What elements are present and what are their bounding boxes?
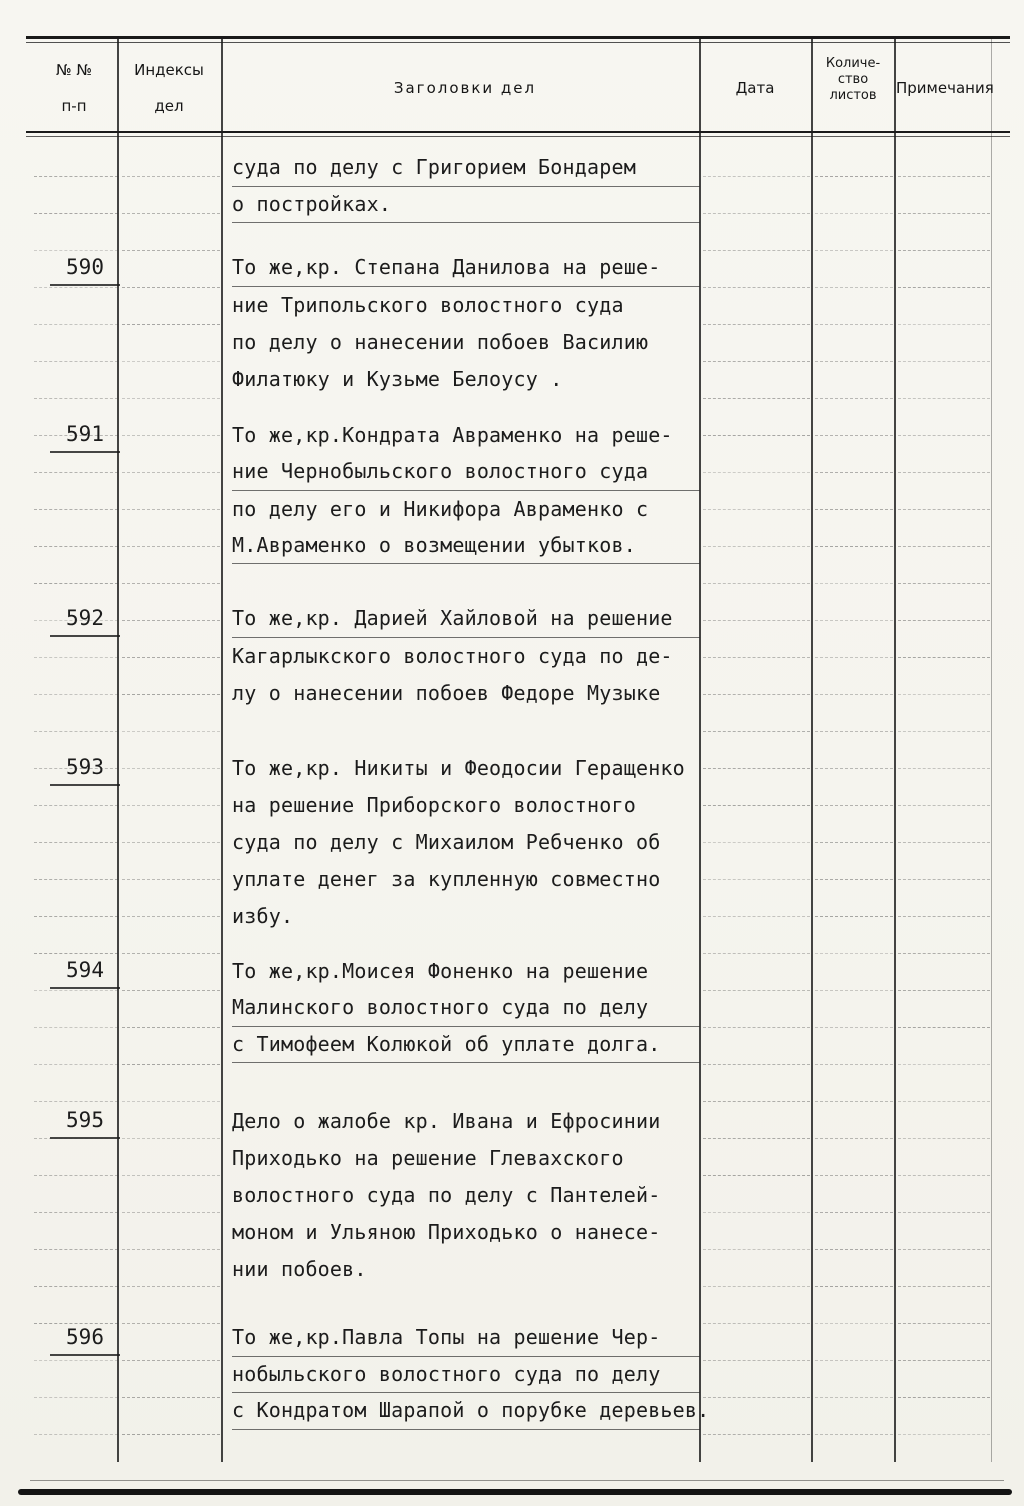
entry-number: 591 — [50, 418, 120, 453]
ruled-line — [703, 1249, 810, 1250]
ruled-line — [815, 398, 893, 399]
ruled-line — [815, 1064, 893, 1065]
ruled-line — [815, 1434, 893, 1435]
ruled-line — [122, 509, 220, 510]
header-index-column — [119, 52, 219, 124]
header-number-column — [34, 52, 114, 124]
ruled-line — [815, 1138, 893, 1139]
ruled-line — [122, 1434, 220, 1435]
ruled-line — [815, 472, 893, 473]
ruled-line — [34, 472, 118, 473]
header-number-line2: п-п — [61, 97, 87, 115]
ruled-line — [815, 287, 893, 288]
ruled-line — [815, 361, 893, 362]
ruled-line — [122, 472, 220, 473]
ruled-line — [34, 879, 118, 880]
ruled-line — [34, 213, 118, 214]
ruled-line — [122, 1249, 220, 1250]
ruled-line — [815, 1027, 893, 1028]
column-divider-right — [991, 38, 992, 1462]
ruled-line — [703, 1360, 810, 1361]
ruled-line — [34, 768, 118, 769]
ruled-line — [703, 842, 810, 843]
ruled-line — [815, 1286, 893, 1287]
header-date-column: Дата — [735, 79, 775, 97]
ruled-line — [898, 990, 990, 991]
ruled-line — [898, 1027, 990, 1028]
ruled-line — [898, 250, 990, 251]
ruled-line — [122, 546, 220, 547]
ruled-line — [703, 361, 810, 362]
ruled-line — [34, 1323, 118, 1324]
ruled-line — [898, 546, 990, 547]
entry-line: по делу его и Никифора Авраменко с — [232, 496, 649, 521]
ruled-line — [815, 731, 893, 732]
ruled-line — [898, 1249, 990, 1250]
table-border-top-thin — [26, 42, 1010, 43]
ruled-line — [898, 1212, 990, 1213]
ruled-line — [703, 990, 810, 991]
ruled-line — [122, 1027, 220, 1028]
header-bottom-rule-thin — [26, 136, 1010, 137]
ruled-line — [703, 250, 810, 251]
ruled-line — [703, 213, 810, 214]
ruled-line — [898, 435, 990, 436]
ruled-line — [898, 1434, 990, 1435]
ruled-line — [898, 287, 990, 288]
entry-line: Кагарлыкского волостного суда по де- — [232, 643, 673, 668]
ruled-line — [703, 1323, 810, 1324]
ruled-line — [34, 398, 118, 399]
ruled-line — [815, 250, 893, 251]
entry-line: суда по делу с Григорием Бондарем — [232, 150, 700, 187]
ruled-line — [703, 435, 810, 436]
entry-line: Филатюку и Кузьме Белоусу . — [232, 366, 563, 391]
ruled-line — [34, 1064, 118, 1065]
ruled-line — [34, 1101, 118, 1102]
ruled-line — [122, 1064, 220, 1065]
ruled-line — [703, 287, 810, 288]
ruled-line — [122, 657, 220, 658]
ruled-line — [122, 694, 220, 695]
ruled-line — [122, 398, 220, 399]
ruled-line — [34, 916, 118, 917]
ruled-line — [898, 213, 990, 214]
ruled-line — [34, 657, 118, 658]
ruled-line — [815, 842, 893, 843]
entry-number: 594 — [50, 954, 120, 989]
ruled-line — [703, 583, 810, 584]
ruled-line — [122, 916, 220, 917]
ruled-line — [898, 620, 990, 621]
ruled-line — [703, 657, 810, 658]
ruled-line — [122, 990, 220, 991]
ruled-line — [815, 1175, 893, 1176]
ruled-line — [703, 324, 810, 325]
ruled-line — [122, 731, 220, 732]
ruled-line — [703, 1138, 810, 1139]
ruled-line — [703, 620, 810, 621]
entry-line: моном и Ульяною Приходько о нанесе- — [232, 1220, 661, 1244]
header-count-line1: Количе- — [825, 56, 881, 71]
ruled-line — [898, 1138, 990, 1139]
header-index-line2: дел — [154, 97, 184, 115]
ruled-line — [703, 176, 810, 177]
ruled-line — [122, 324, 220, 325]
ruled-line — [34, 842, 118, 843]
ruled-line — [122, 1175, 220, 1176]
page-bottom-rule-thin — [30, 1480, 1004, 1481]
entry-line: М.Авраменко о возмещении убытков. — [232, 528, 700, 565]
ruled-line — [703, 1175, 810, 1176]
ruled-line — [815, 1212, 893, 1213]
ruled-line — [898, 805, 990, 806]
ruled-line — [703, 1286, 810, 1287]
ruled-line — [122, 1212, 220, 1213]
ruled-line — [703, 805, 810, 806]
ruled-line — [898, 472, 990, 473]
ruled-line — [898, 916, 990, 917]
header-sheet-count-column — [813, 56, 893, 104]
ruled-line — [815, 509, 893, 510]
ruled-line — [34, 1397, 118, 1398]
ruled-line — [122, 213, 220, 214]
entry-line: То же,кр. Никиты и Феодосии Геращенко — [232, 756, 685, 780]
ruled-line — [815, 1397, 893, 1398]
ruled-line — [898, 176, 990, 177]
ruled-line — [703, 1212, 810, 1213]
entry-number: 593 — [50, 751, 120, 786]
header-index-line1: Индексы — [134, 61, 204, 79]
page-bottom-bar — [18, 1489, 1012, 1495]
ruled-line — [34, 435, 118, 436]
ruled-line — [815, 768, 893, 769]
ruled-line — [122, 1101, 220, 1102]
ruled-line — [34, 1434, 118, 1435]
ruled-line — [34, 1027, 118, 1028]
entry-line: То же,кр. Дарией Хайловой на решение — [232, 601, 700, 638]
ruled-line — [34, 620, 118, 621]
ruled-line — [815, 879, 893, 880]
ruled-line — [815, 657, 893, 658]
ruled-line — [703, 731, 810, 732]
entry-line: избу. — [232, 904, 294, 928]
ruled-line — [898, 1286, 990, 1287]
ruled-line — [122, 768, 220, 769]
ruled-line — [703, 916, 810, 917]
ruled-line — [898, 1323, 990, 1324]
ruled-line — [122, 805, 220, 806]
ruled-line — [122, 435, 220, 436]
ruled-line — [34, 953, 118, 954]
ruled-line — [815, 1360, 893, 1361]
entry-line: То же,кр.Павла Топы на решение Чер- — [232, 1320, 700, 1357]
ruled-line — [703, 953, 810, 954]
ruled-line — [703, 509, 810, 510]
entry-line: на решение Приборского волостного — [232, 793, 636, 817]
ruled-line — [34, 546, 118, 547]
ruled-line — [898, 398, 990, 399]
ruled-line — [815, 916, 893, 917]
ruled-line — [34, 287, 118, 288]
entry-line: о постройках. — [232, 187, 700, 224]
ruled-line — [703, 1027, 810, 1028]
ruled-line — [122, 620, 220, 621]
header-titles-column: Заголовки дел — [393, 79, 537, 97]
ruled-line — [122, 250, 220, 251]
entry-line: волостного суда по делу с Пантелей- — [232, 1183, 661, 1207]
ruled-line — [815, 1101, 893, 1102]
ruled-line — [815, 805, 893, 806]
header-number-line1: № № — [56, 61, 92, 79]
header-count-line3: листов — [829, 88, 877, 103]
ruled-line — [815, 953, 893, 954]
ruled-line — [34, 250, 118, 251]
entry-number: 592 — [50, 602, 120, 637]
ruled-line — [815, 990, 893, 991]
ruled-line — [122, 1397, 220, 1398]
entry-number: 595 — [50, 1104, 120, 1139]
ruled-line — [815, 324, 893, 325]
ruled-line — [703, 546, 810, 547]
ruled-line — [34, 1360, 118, 1361]
ruled-line — [34, 1286, 118, 1287]
ruled-line — [898, 694, 990, 695]
header-notes-column: Примечания — [896, 79, 994, 97]
column-divider — [811, 38, 813, 1462]
ruled-line — [898, 731, 990, 732]
ruled-line — [815, 1323, 893, 1324]
ruled-line — [34, 583, 118, 584]
entry-line: ние Трипольского волостного суда — [232, 292, 624, 317]
ruled-line — [898, 953, 990, 954]
entry-line: нобыльского волостного суда по делу — [232, 1357, 700, 1394]
ruled-line — [122, 1360, 220, 1361]
entry-line: по делу о нанесении побоев Василию — [232, 329, 649, 354]
ruled-line — [898, 1360, 990, 1361]
ruled-line — [898, 1175, 990, 1176]
entry-line: То же,кр. Степана Данилова на реше- — [232, 250, 700, 287]
entry-line: с Тимофеем Колюкой об уплате долга. — [232, 1027, 700, 1064]
ruled-line — [122, 583, 220, 584]
ruled-line — [898, 879, 990, 880]
ruled-line — [703, 1101, 810, 1102]
ruled-line — [703, 879, 810, 880]
ruled-line — [34, 694, 118, 695]
ruled-line — [122, 953, 220, 954]
entry-line: Малинского волостного суда по делу — [232, 990, 700, 1027]
ruled-line — [703, 472, 810, 473]
ruled-line — [815, 694, 893, 695]
entry-line: Дело о жалобе кр. Ивана и Ефросинии — [232, 1109, 661, 1133]
ruled-line — [898, 583, 990, 584]
ruled-line — [815, 583, 893, 584]
ruled-line — [703, 398, 810, 399]
entry-line: То же,кр.Моисея Фоненко на решение — [232, 959, 649, 983]
ruled-line — [703, 768, 810, 769]
ruled-line — [898, 1397, 990, 1398]
ruled-line — [703, 1064, 810, 1065]
ruled-line — [703, 1397, 810, 1398]
ruled-line — [122, 1138, 220, 1139]
header-bottom-rule — [26, 131, 1010, 133]
ruled-line — [122, 361, 220, 362]
ruled-line — [815, 620, 893, 621]
ruled-line — [815, 435, 893, 436]
header-count-line2: ство — [837, 72, 869, 87]
entry-line: суда по делу с Михаилом Ребченко об — [232, 830, 661, 854]
ruled-line — [122, 879, 220, 880]
ruled-line — [34, 361, 118, 362]
ruled-line — [34, 1175, 118, 1176]
column-divider — [221, 38, 223, 1462]
ruled-line — [815, 213, 893, 214]
ruled-line — [34, 509, 118, 510]
column-divider — [894, 38, 896, 1462]
ruled-line — [34, 1212, 118, 1213]
ruled-line — [898, 768, 990, 769]
ruled-line — [122, 1323, 220, 1324]
ruled-line — [122, 176, 220, 177]
ruled-line — [34, 1249, 118, 1250]
entry-line: уплате денег за купленную совместно — [232, 867, 661, 891]
ruled-line — [34, 990, 118, 991]
ruled-line — [898, 657, 990, 658]
ruled-line — [34, 731, 118, 732]
entry-number: 590 — [50, 251, 120, 286]
ruled-line — [703, 694, 810, 695]
ruled-line — [122, 1286, 220, 1287]
ruled-line — [815, 176, 893, 177]
entry-line: лу о нанесении побоев Федоре Музыке — [232, 680, 661, 705]
entry-number: 596 — [50, 1321, 120, 1356]
ruled-line — [703, 1434, 810, 1435]
table-border-top — [26, 36, 1010, 39]
entry-line: ние Чернобыльского волостного суда — [232, 454, 700, 491]
ruled-line — [898, 324, 990, 325]
ruled-line — [898, 1101, 990, 1102]
ruled-line — [34, 805, 118, 806]
entry-line: Приходько на решение Глевахского — [232, 1146, 624, 1170]
entry-line: с Кондратом Шарапой о порубке деревьев. — [232, 1393, 700, 1430]
ruled-line — [815, 546, 893, 547]
ruled-line — [122, 287, 220, 288]
ruled-line — [34, 176, 118, 177]
ruled-line — [34, 324, 118, 325]
entry-line: То же,кр.Кондрата Авраменко на реше- — [232, 423, 673, 447]
ruled-line — [898, 1064, 990, 1065]
ruled-line — [122, 842, 220, 843]
ruled-line — [815, 1249, 893, 1250]
entry-line: нии побоев. — [232, 1257, 367, 1281]
ruled-line — [898, 842, 990, 843]
ruled-line — [34, 1138, 118, 1139]
ruled-line — [898, 509, 990, 510]
ruled-line — [898, 361, 990, 362]
